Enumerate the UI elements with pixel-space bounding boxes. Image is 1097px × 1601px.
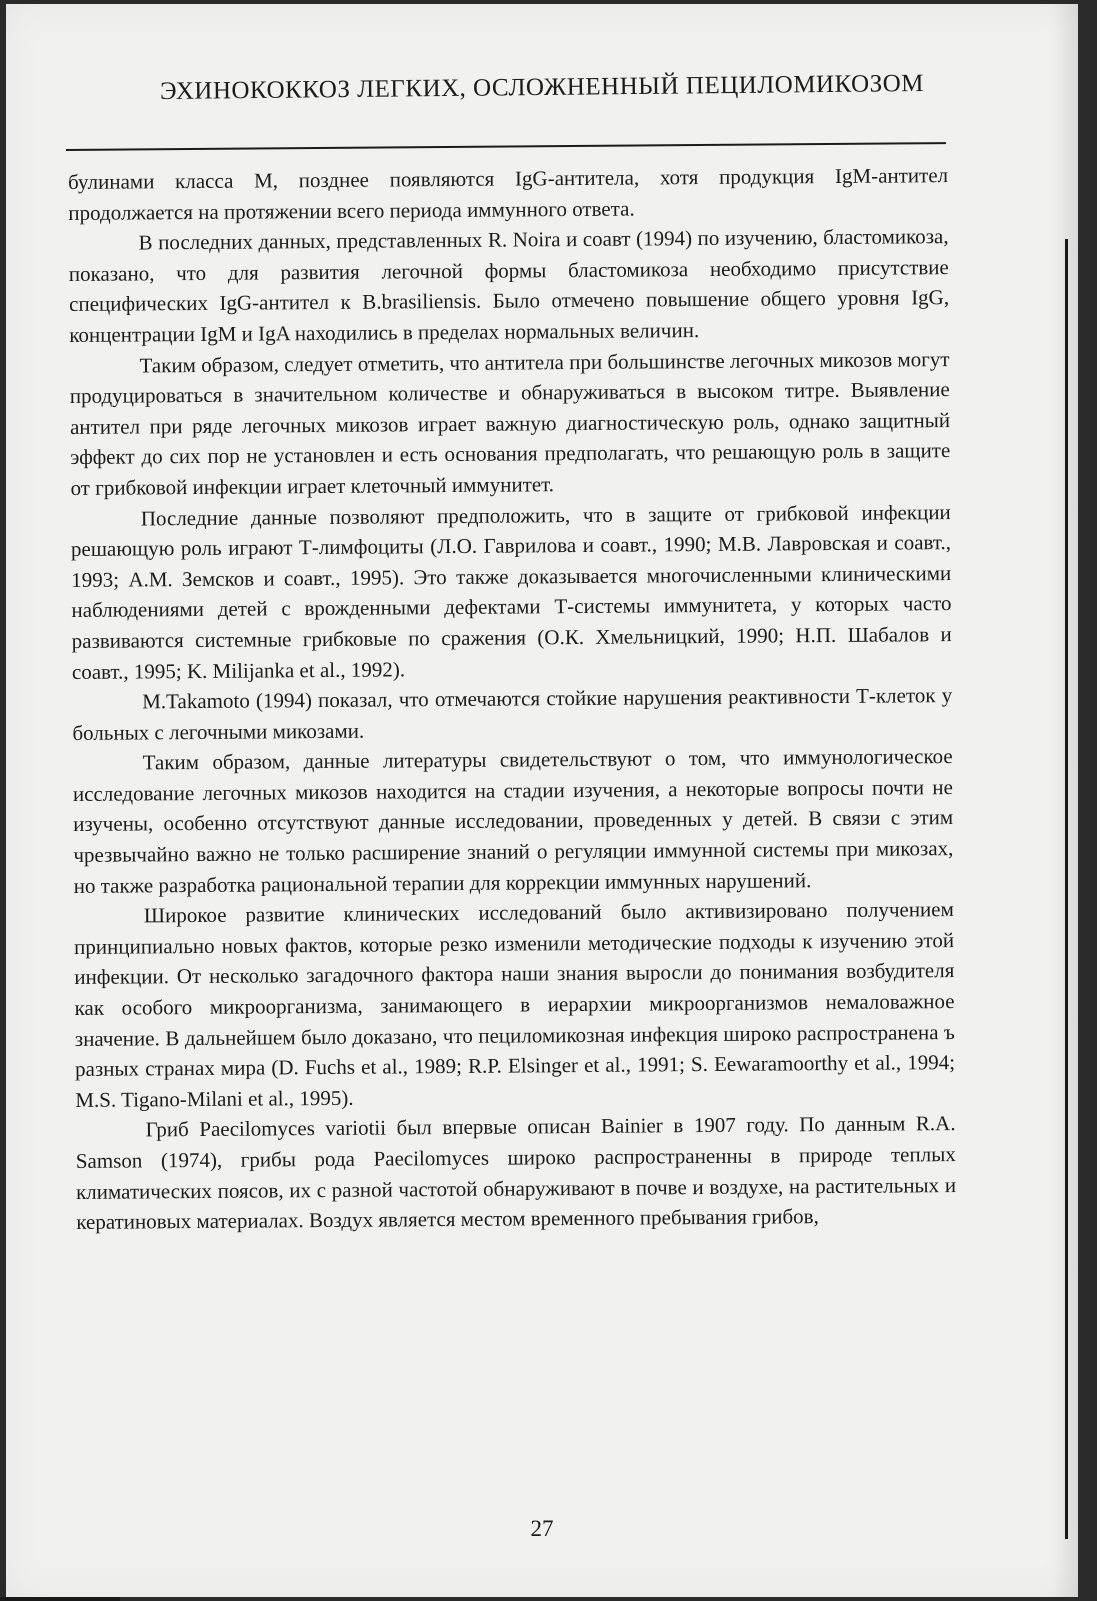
paragraph-1: булинами класса М, позднее появляются IgG-антитела, хотя продукция IgM-антител продолжается на протяжении всего периода иммунного ответа. (68, 163, 949, 225)
page-number: 27 (530, 1516, 554, 1541)
header-rule (66, 142, 946, 151)
paragraph-8: Гриб Paecilomyces variotii был впервые описан Bainier в 1907 году. По данным R.A. Samson (1974), грибы рода Paecilomyces широко распространенны в природе теплых климатических поясов, их с разной частотой обнаруживают в почве и воздухе, на растительных и кератиновых материалах. Воздух является местом временного пребывания грибов, (75, 1111, 957, 1235)
paragraph-3: Таким образом, следует отметить, что антитела при большинстве легочных микозов могут продуцироваться в значительном количестве и обнаруживаться в высоком титре. Выявление антител при ряде легочных микозов играет важную диагностическую роль, однако защитный эффект до сих пор не установлен и есть основания предполагать, что решающую роль в защите от грибковой инфекции играет клеточный иммунитет. (69, 346, 951, 500)
binding-edge (1065, 239, 1068, 1539)
scan-edge (0, 1597, 120, 1601)
paragraph-5: M.Takamoto (1994) показал, что отмечаются стойкие нарушения реактивности Т-клеток у больных с легочными микозами. (72, 683, 953, 745)
document-page (6, 4, 1078, 1597)
paragraph-6: Таким образом, данные литературы свидетельствуют о том, что иммунологическое исследование легочных микозов находится на стадии изучения, а некоторые вопросы почти не изучены, особенно отсутствуют данные исследовании, проведенных у детей. В связи с этим чрезвычайно важно не только расширение знаний о регуляции иммунной системы при микозах, но также разработка рациональной терапии для коррекции иммунных нарушений. (72, 744, 954, 898)
body-text (68, 160, 956, 1238)
paragraph-4: Последние данные позволяют предположить, что в защите от грибковой инфекции решающую роль играют Т-лимфоциты (Л.О. Гаврилова и соавт., 1990; М.В. Лавровская и соавт., 1993; А.М. Земсков и соавт., 1995). Это также доказывается многочисленными клиническими наблюдениями детей с врожденными дефектами Т-системы иммунитета, у которых часто развиваются системные грибковые по сражения (О.К. Хмельницкий, 1990; Н.П. Шабалов и соавт., 1995; K. Milijanka et al., 1992). (70, 499, 952, 684)
running-header: ЭХИНОКОККОЗ ЛЕГКИХ, ОСЛОЖНЕННЫЙ ПЕЦИЛОМИКОЗОМ (159, 70, 925, 105)
paragraph-7: Широкое развитие клинических исследований было активизировано получением принципиально новых фактов, которые резко изменили методические подходы к изучению этой инфекции. От несколько загадочного фактора наши знания выросли до понимания возбудителя как особого микроорганизма, занимающего в иерархии микроорганизмов немаловажное значение. В дальнейшем было доказано, что пециломикозная инфекция широко распространена ъ разных странах мира (D. Fuchs et al., 1989; R.P. Elsinger et al., 1991; S. Eewaramoorthy et al., 1994; M.S. Tigano-Milani et al., 1995). (74, 897, 956, 1112)
paragraph-2: В последних данных, представленных R. Noira и соавт (1994) по изучению, бластомикоза, показано, что для развития легочной формы бластомикоза необходимо присутствие специфических IgG-антител к B.brasiliensis. Было отмечено повышение общего уровня IgG, концентрации IgM и IgA находились в пределах нормальных величин. (68, 224, 950, 347)
